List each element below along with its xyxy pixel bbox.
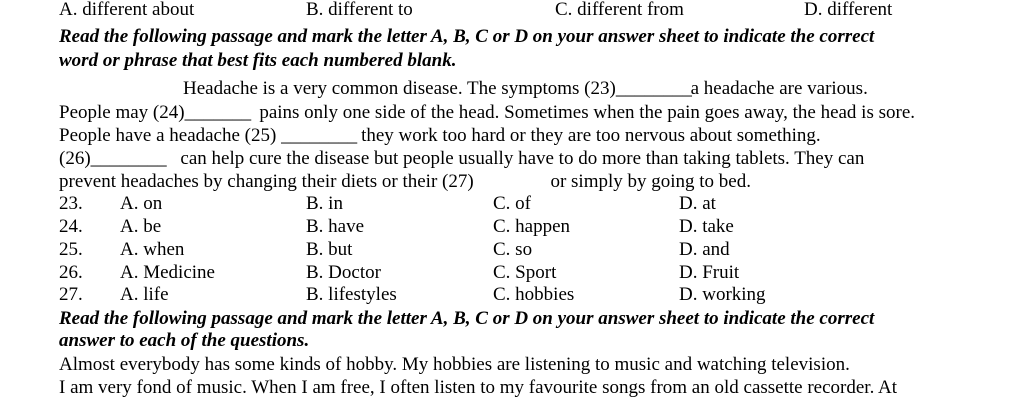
option-c: C. hobbies: [493, 284, 575, 305]
option-b: B. have: [306, 216, 365, 237]
passage-text: prevent headaches by changing their diets or their (27): [59, 171, 474, 192]
passage-text: pains only one side of the head. Sometimes when the pain goes away, the head is sore.: [259, 102, 916, 123]
option-d: D. at: [679, 193, 716, 214]
passage-text: or simply by going to bed.: [550, 171, 751, 192]
option-c: C. Sport: [493, 262, 557, 283]
option-a: A. Medicine: [120, 262, 215, 283]
passage-text: a headache are various.: [690, 78, 868, 99]
question-number: 27.: [59, 284, 83, 305]
passage-text: Headache is a very common disease. The symptoms (23): [183, 78, 616, 99]
option-a: A. life: [120, 284, 169, 305]
option-d: D. Fruit: [679, 262, 740, 283]
passage-text: they work too hard or they are too nervous about something.: [361, 125, 821, 146]
passage-line-1: [183, 78, 868, 100]
option-d: D. and: [679, 239, 730, 260]
passage-text: (26): [59, 148, 91, 169]
option-a: A. on: [120, 193, 163, 214]
option-c: C. happen: [493, 216, 571, 237]
option-b: B. Doctor: [306, 262, 381, 283]
passage-text: People have a headache (25): [59, 125, 277, 146]
section1-instruction-line1: Read the following passage and mark the letter A, B, C or D on your answer sheet to indicate the correct: [59, 26, 875, 47]
section2-text-line1: Almost everybody has some kinds of hobby. My hobbies are listening to music and watching television.: [59, 354, 850, 375]
option-d: D. working: [679, 284, 766, 305]
passage-line-2: [59, 102, 915, 124]
passage-line-5: [59, 171, 751, 193]
top-option-a: A. different about: [59, 0, 195, 20]
section2-text-line2: I am very fond of music. When I am free, I often listen to my favourite songs from an old cassette recorder. At: [59, 377, 898, 398]
passage-line-3: [59, 125, 821, 147]
top-option-c: C. different from: [555, 0, 684, 20]
option-b: B. but: [306, 239, 353, 260]
section2-instruction-line2: answer to each of the questions.: [59, 330, 310, 351]
passage-text: People may (24): [59, 102, 185, 123]
option-c: C. of: [493, 193, 531, 214]
passage-text: can help cure the disease but people usually have to do more than taking tablets. They can: [180, 148, 865, 169]
passage-line-4: [59, 148, 864, 170]
option-c: C. so: [493, 239, 533, 260]
top-option-d: D. different: [804, 0, 893, 20]
option-a: A. when: [120, 239, 185, 260]
option-a: A. be: [120, 216, 162, 237]
blank-25: ________: [281, 125, 358, 146]
blank-26: ________: [90, 148, 167, 169]
question-number: 24.: [59, 216, 83, 237]
blank-24: _______: [184, 102, 252, 123]
blank-23: ________: [615, 78, 692, 99]
option-d: D. take: [679, 216, 734, 237]
option-b: B. in: [306, 193, 343, 214]
top-option-b: B. different to: [306, 0, 413, 20]
section1-instruction-line2: word or phrase that best fits each numbered blank.: [59, 50, 457, 71]
question-number: 25.: [59, 239, 83, 260]
question-number: 23.: [59, 193, 83, 214]
question-number: 26.: [59, 262, 83, 283]
section2-instruction-line1: Read the following passage and mark the letter A, B, C or D on your answer sheet to indicate the correct: [59, 308, 875, 329]
option-b: B. lifestyles: [306, 284, 397, 305]
